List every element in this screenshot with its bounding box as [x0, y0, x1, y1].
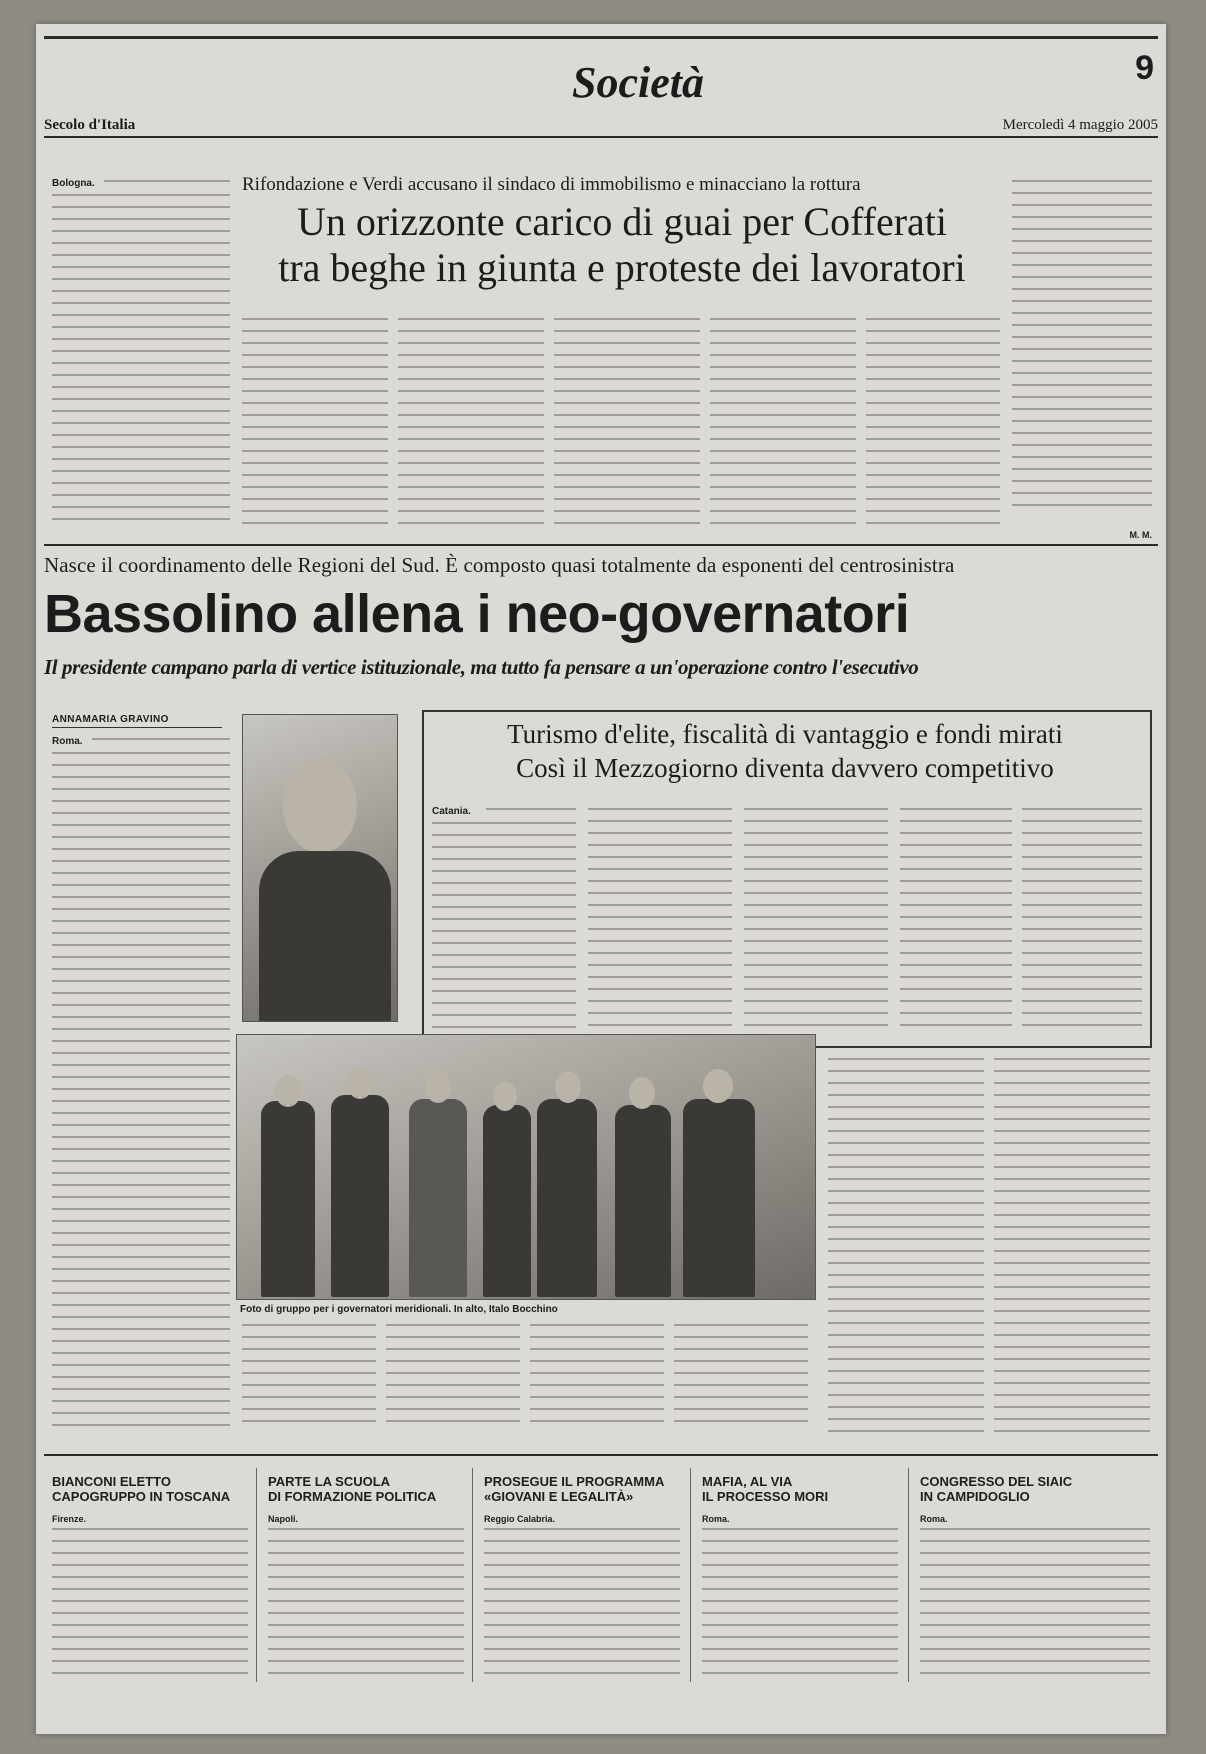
brief-4-title-line-2: IL PROCESSO MORI [702, 1489, 829, 1504]
brief-1-title-line-1: BIANCONI ELETTO [52, 1474, 171, 1489]
brief-4-body [702, 1528, 898, 1678]
brief-separator-2 [472, 1468, 473, 1682]
brief-2-title-line-2: DI FORMAZIONE POLITICA [268, 1489, 437, 1504]
main-article-column-4 [530, 1324, 664, 1432]
paper-name: Secolo d'Italia [44, 117, 136, 133]
main-article-subhead: Il presidente campano parla di vertice istituzionale, ma tutto fa pensare a un'operazione contro l'esecutivo [44, 655, 919, 679]
brief-2-body [268, 1528, 464, 1678]
box-article-column-1-lead [486, 808, 576, 820]
person-5 [537, 1099, 597, 1297]
top-article-column-1-body [52, 194, 230, 526]
person-2-head [347, 1067, 373, 1099]
box-article-column-1 [432, 822, 576, 1034]
top-article-column-4 [554, 318, 700, 526]
brief-2-lead-word: Napoli. [268, 1514, 299, 1524]
top-article-kicker: Rifondazione e Verdi accusano il sindaco di immobilismo e minacciano la rottura [242, 174, 861, 195]
box-article-column-2 [588, 808, 732, 1034]
top-article-lead-word: Bologna. [52, 178, 95, 189]
main-article-column-3 [386, 1324, 520, 1432]
person-6-head [629, 1077, 655, 1109]
brief-2-title-line-1: PARTE LA SCUOLA [268, 1474, 391, 1489]
brief-separator-1 [256, 1468, 257, 1682]
top-article-byline: M. M. [1129, 530, 1152, 540]
main-article-column-2 [242, 1324, 376, 1432]
main-article-byline: ANNAMARIA GRAVINO [52, 714, 222, 728]
top-article-headline-line-1: Un orizzonte carico di guai per Cofferati [296, 199, 948, 244]
group-photo-caption: Foto di gruppo per i governatori meridionali. In alto, Italo Bocchino [240, 1304, 558, 1315]
brief-3-body [484, 1528, 680, 1678]
box-article-column-4 [900, 808, 1012, 1034]
person-3 [409, 1099, 467, 1297]
masthead-rule [44, 136, 1158, 138]
top-article-column-5 [710, 318, 856, 526]
person-2 [331, 1095, 389, 1297]
main-article-kicker: Nasce il coordinamento delle Regioni del Sud. È composto quasi totalmente da esponenti del centrosinistra [44, 553, 955, 577]
box-article-column-3 [744, 808, 888, 1034]
group-photo [236, 1034, 816, 1300]
person-4-head [493, 1081, 517, 1111]
brief-separator-3 [690, 1468, 691, 1682]
main-article-column-6 [828, 1058, 984, 1432]
section-divider-1 [44, 544, 1158, 546]
brief-1-title-line-2: CAPOGRUPPO IN TOSCANA [52, 1489, 231, 1504]
person-7-head [703, 1069, 733, 1103]
person-5-head [555, 1071, 581, 1103]
newspaper-page [36, 24, 1166, 1734]
person-1-head [275, 1075, 301, 1107]
brief-5-lead-word: Roma. [920, 1514, 948, 1524]
main-article-headline: Bassolino allena i neo-governatori [44, 584, 910, 644]
brief-5-title-line-1: CONGRESSO DEL SIAIC [920, 1474, 1073, 1489]
top-article-column-6 [866, 318, 1000, 526]
brief-5-title-line-2: IN CAMPIDOGLIO [920, 1489, 1030, 1504]
person-7 [683, 1099, 755, 1297]
section-title: Società [572, 58, 704, 107]
main-article-column-5 [674, 1324, 808, 1432]
box-article-lead-word: Catania. [432, 806, 471, 817]
brief-3-lead-word: Reggio Calabria. [484, 1514, 556, 1524]
main-article-column-7 [994, 1058, 1150, 1432]
main-article-lead-word: Roma. [52, 736, 83, 747]
brief-3-title-line-1: PROSEGUE IL PROGRAMMA [484, 1474, 665, 1489]
brief-5-body [920, 1528, 1150, 1678]
top-article-column-1 [104, 180, 230, 192]
box-article-headline-line-1: Turismo d'elite, fiscalità di vantaggio e fondi mirati [507, 719, 1063, 749]
portrait-suit [259, 851, 391, 1021]
brief-4-lead-word: Roma. [702, 1514, 730, 1524]
person-6 [615, 1105, 671, 1297]
box-article-column-5 [1022, 808, 1142, 1034]
person-4 [483, 1105, 531, 1297]
brief-4-title-line-1: MAFIA, AL VIA [702, 1474, 793, 1489]
top-rule [44, 36, 1158, 39]
brief-separator-4 [908, 1468, 909, 1682]
top-article-column-2 [242, 318, 388, 526]
top-article-headline-line-2: tra beghe in giunta e proteste dei lavoratori [278, 245, 966, 290]
brief-1-lead-word: Firenze. [52, 1514, 87, 1524]
person-3-head [425, 1071, 451, 1103]
main-article-column-1-lead [92, 738, 230, 750]
main-article-column-1 [52, 752, 230, 1432]
issue-date: Mercoledì 4 maggio 2005 [1002, 117, 1158, 133]
brief-1-body [52, 1528, 248, 1678]
box-article-headline-line-2: Così il Mezzogiorno diventa davvero competitivo [516, 753, 1054, 783]
person-1 [261, 1101, 315, 1297]
brief-3-title-line-2: «GIOVANI E LEGALITÀ» [484, 1489, 634, 1504]
top-article-column-7 [1012, 180, 1152, 516]
page-number: 9 [1135, 49, 1154, 87]
top-article-column-3 [398, 318, 544, 526]
section-divider-2 [44, 1454, 1158, 1456]
portrait-photo [242, 714, 398, 1022]
portrait-head [283, 759, 357, 853]
